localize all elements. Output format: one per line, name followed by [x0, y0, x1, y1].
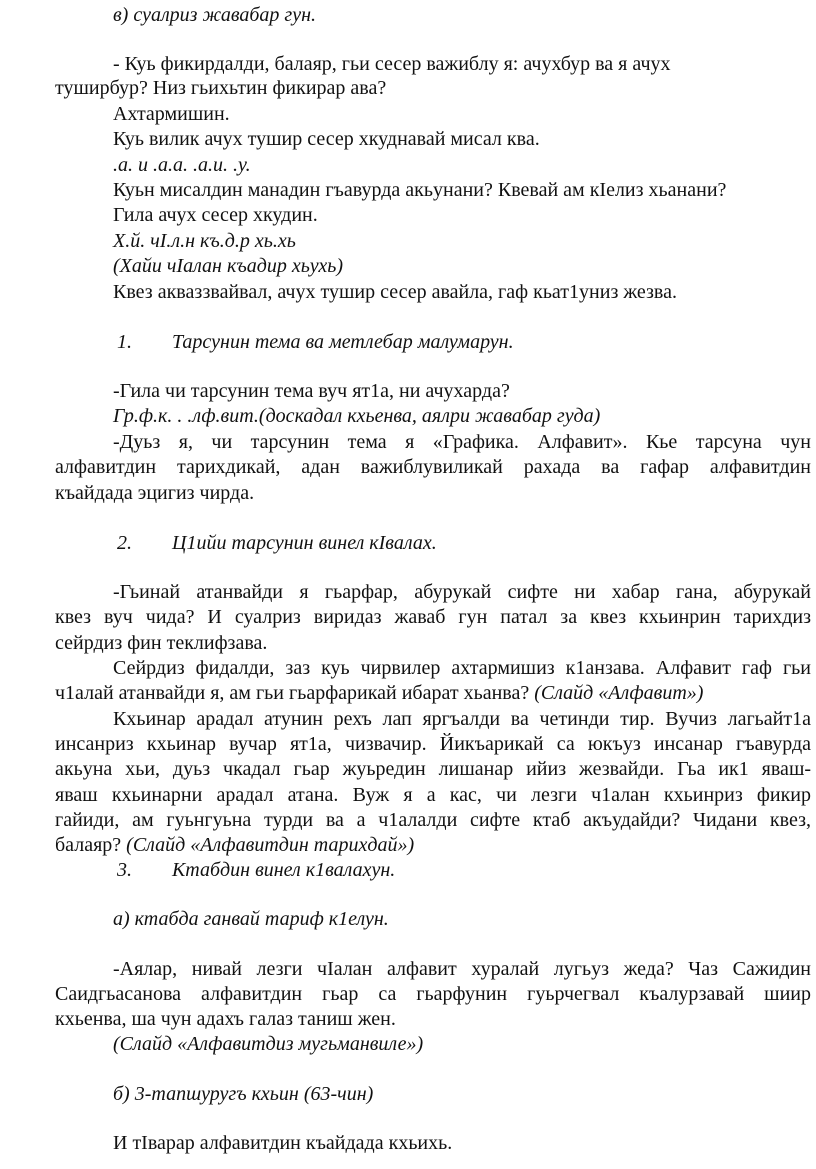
slide-alphabet-ref: (Слайд «Алфавит») — [534, 682, 704, 704]
section-2-number: 2. — [117, 532, 132, 554]
section-2-title: Ц1ийи тарсунин винел кIвалах. — [172, 532, 437, 554]
check-label: Ахтармишин. — [113, 103, 230, 125]
conclusion-line: Квез акваззвайвал, ачух тушир сесер авайла, гаф кьат1униз жезва. — [113, 281, 677, 303]
task-c-line: в) суалриз жавабар гун. — [113, 4, 317, 26]
question-line-1: - Куь фикирдалди, балаяр, гьи сесер важиблу я: ачухбур ва я ачух — [113, 53, 671, 75]
question-line-2: туширбур? Низ гьихьтин фикирар ава? — [55, 77, 387, 99]
topic-answer-line-1: -Дуьз я, чи тарсунин тема я «Графика. Алфавит». Кье тарсуна чун — [113, 431, 811, 453]
consonant-example: Х.й. чI.л.н къ.д.р хь.хь — [113, 230, 296, 252]
topic-question: -Гила чи тарсунин тема вуч ят1а, ни ачухарда? — [113, 380, 510, 402]
letters-question-line-2: квез вуч чида? И суалриз виридаз жаваб гун патал за квез кхьинрин тарихдиз — [55, 606, 811, 628]
letters-question-line-1: -Гьинай атанвайди я гьарфар, абурукай сифте ни хабар гана, абурукай — [113, 581, 811, 603]
poem-intro-line-1: -Аялар, нивай лезги чIалан алфавит хуралай лугьуз жеда? Чаз Сажидин — [113, 958, 811, 980]
section-1-title: Тарсунин тема ва метлебар малумарун. — [172, 331, 514, 353]
topic-board-line: Гр.ф.к. . .лф.вит.(доскадал кхьенва, аялри жавабар гуда) — [113, 405, 601, 427]
question-meaning: Куьн мисалдин манадин гъавурда акьунани? Квевай ам кIелиз хьанани? — [113, 179, 727, 201]
history-line-3: акьуна хьи, дуьз чкадал гьар жуьредин лишанар ийиз жезвайди. Гьа ик1 яваш- — [55, 758, 811, 780]
task-b-line: б) 3-тапшуругъ кхьин (63-чин) — [113, 1083, 374, 1105]
letters-question-line-3: сейрдиз фин теклифзава. — [55, 632, 268, 654]
section-1-number: 1. — [117, 331, 132, 353]
slide-history-ref: (Слайд «Алфавитдин тарихдай») — [126, 834, 415, 856]
topic-answer-line-3: къайдада эцигиз чирда. — [55, 482, 255, 504]
history-line-6 — [55, 833, 414, 857]
alphabet-check-line-2 — [55, 681, 703, 705]
history-line-5: гайиди, ам гуьнгуьна турди ва а ч1алалди сифте ктаб акъудайди? Чидани квез, — [55, 809, 811, 831]
consonant-example-answer: (Хайи чIалан къадир хьухь) — [113, 255, 344, 277]
history-line-1: Кхьинар арадал атунин рехъ лап яргъалди ва четинди тир. Вучиз лагьайт1а — [113, 708, 811, 730]
poem-intro-line-3: кхьенва, ша чун адахъ галаз таниш жен. — [55, 1008, 396, 1030]
poem-intro-line-2: Саидгьасанова алфавитдин гьар са гьарфунин гуьрчегвал къалурзавай шиир — [55, 983, 811, 1005]
history-question: балаяр? — [55, 834, 122, 856]
history-line-2: инсанриз кхьинар вучар ят1а, чизвачир. Йикъарикай са юкъуз инсанар гъавурда — [55, 733, 811, 755]
vowel-example: .а. и .а.а. .а.и. .у. — [113, 154, 251, 176]
slide-guest-ref: (Слайд «Алфавитдиз мугьманвиле») — [113, 1033, 424, 1055]
section-3-number: 3. — [117, 859, 132, 881]
history-line-4: яваш кхьинарни арадал атана. Вуж я а кас, чи лезги ч1алан кхьинриз фикир — [55, 784, 811, 806]
alphabet-check-line-1: Сейрдиз фидалди, заз куь чирвилер ахтармишиз к1анзава. Алфавит гаф гьи — [113, 657, 811, 679]
section-3-title: Ктабдин винел к1валахун. — [172, 859, 396, 881]
topic-answer-line-2: алфавитдин тарихдикай, адан важиблувиликай рахада ва гафар алфавитдин — [55, 456, 811, 478]
remove-vowels-line: Гила ачух сесер хкудин. — [113, 204, 318, 226]
task-a-line: а) ктабда ганвай тариф к1елун. — [113, 908, 389, 930]
example-intro: Куь вилик ачух тушир сесер хкуднавай мисал ква. — [113, 128, 540, 150]
alphabet-check-text: ч1алай атанвайди я, ам гьи гьарфарикай ибарат хьанва? — [55, 682, 530, 704]
final-instruction: И тIварар алфавитдин къайдада кхьихь. — [113, 1132, 453, 1154]
